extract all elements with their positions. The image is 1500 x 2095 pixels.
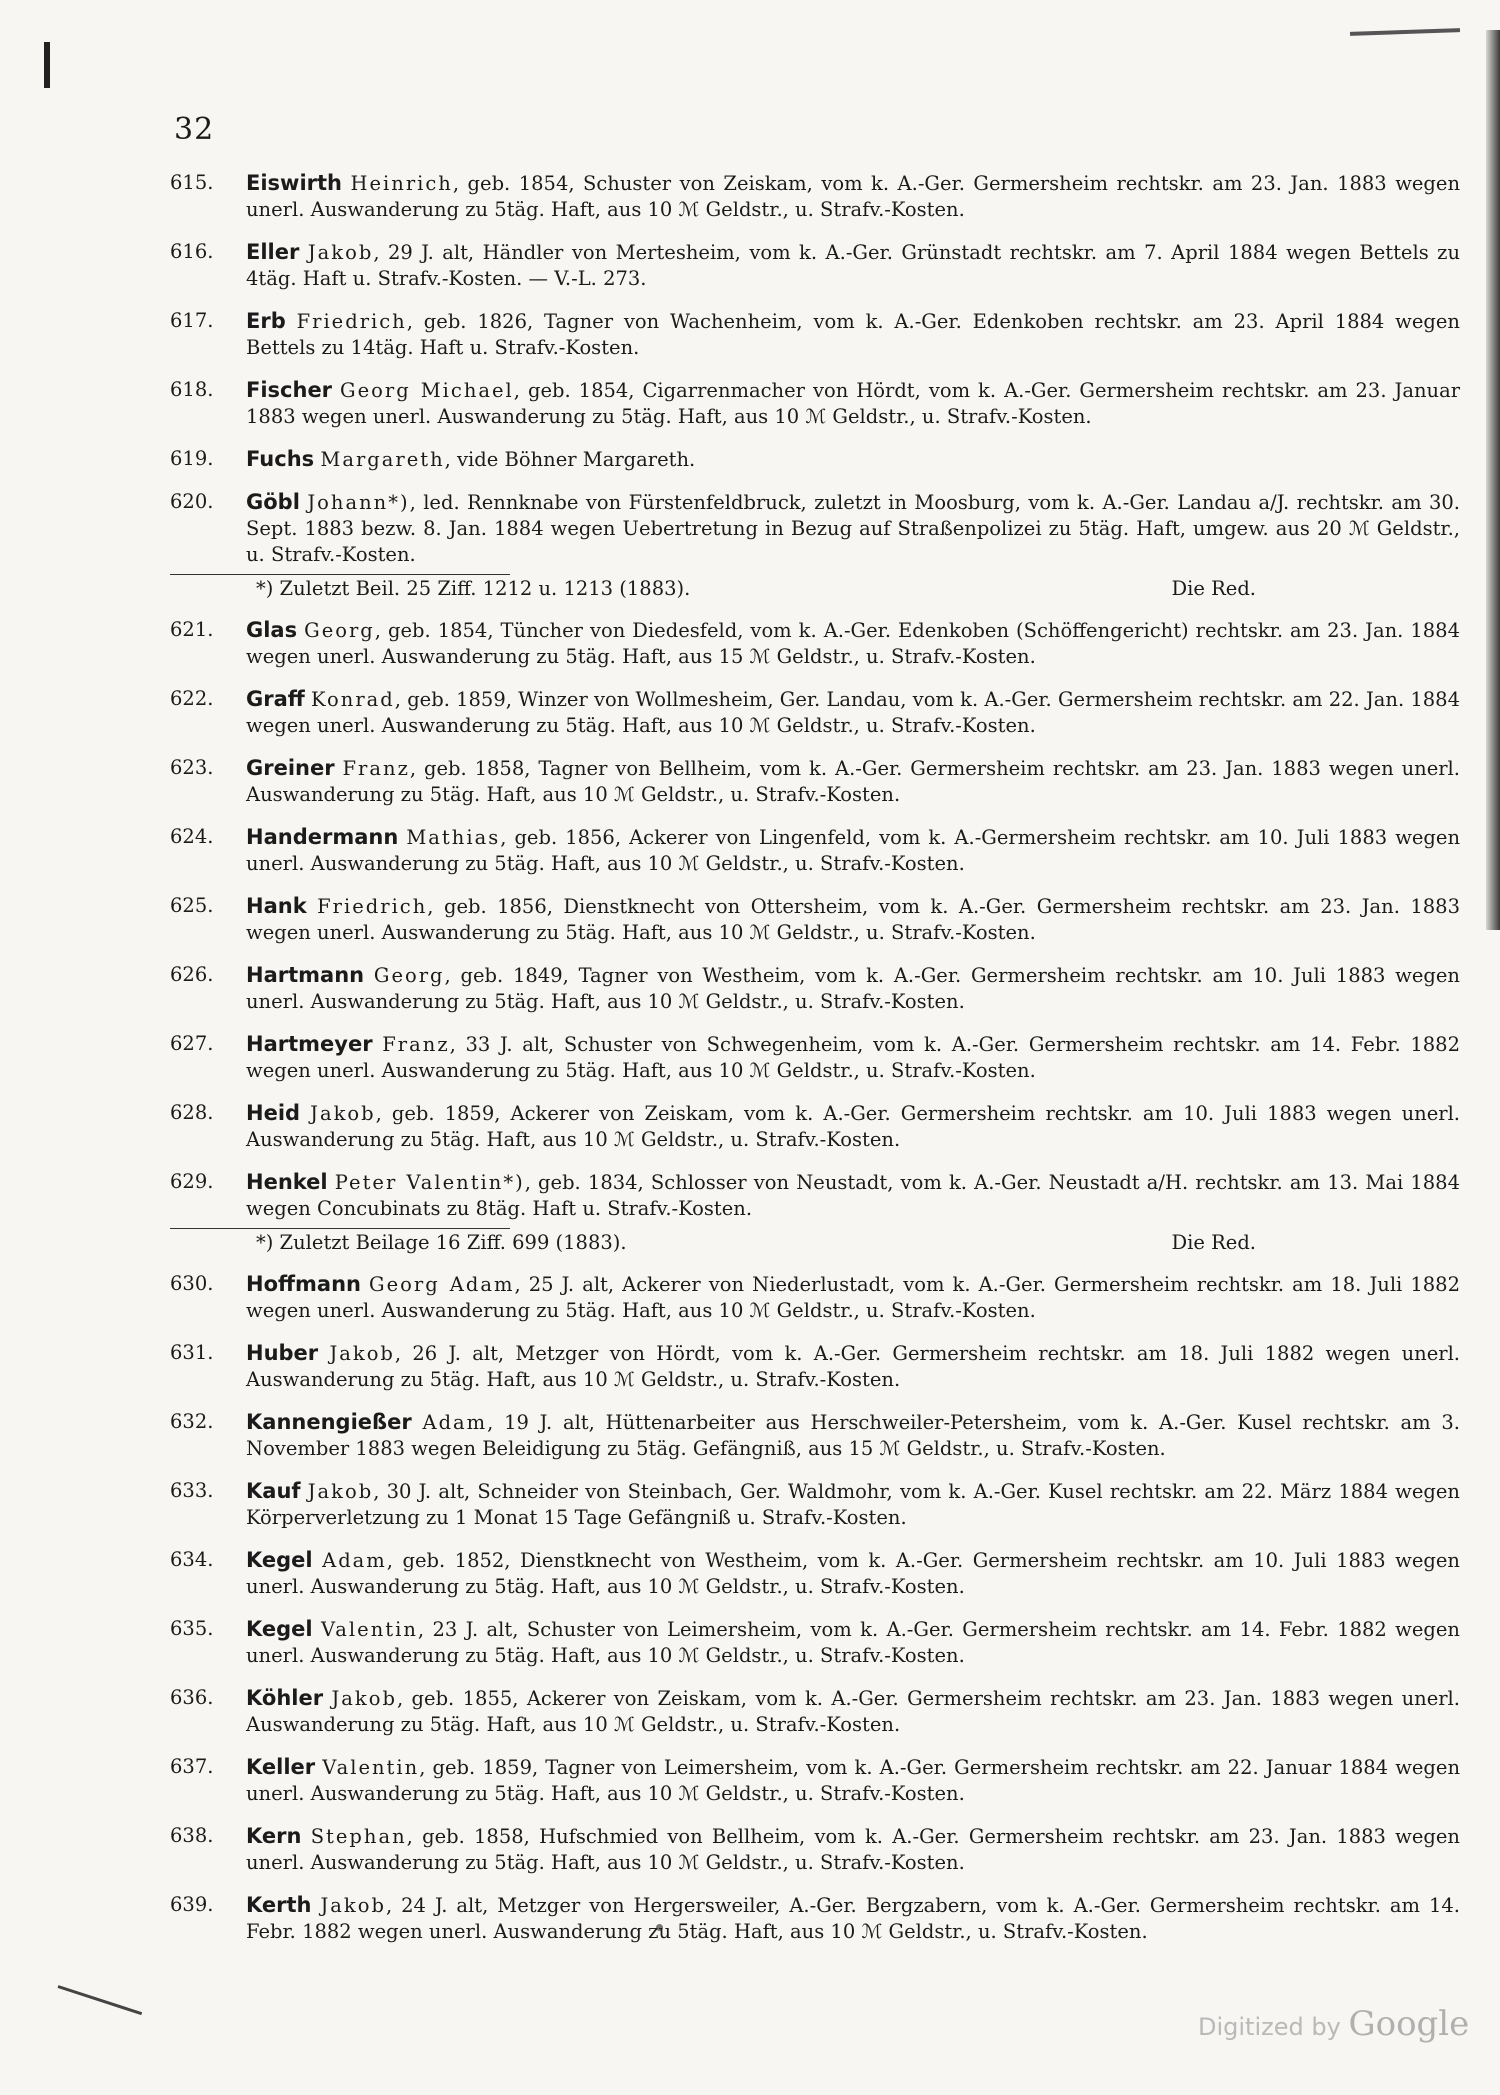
register-entry [170,489,1460,568]
entry-body [246,1478,1460,1531]
entry-body [246,239,1460,292]
footnote-text: *) Zuletzt Beil. 25 Ziff. 1212 u. 1213 (1883). [256,577,691,600]
page-number: 32 [174,112,215,147]
entry-details: , led. Rennknabe von Fürstenfeldbruck, zuletzt in Moosburg, vom k. A.-Ger. Landau a/J. rechtskr. am 30. Sept. 1883 bezw. 8. Jan. 1884 wegen Uebertretung in Bezug auf Straßenpolizei zu 5täg. Haft, umgew. aus 20 ℳ Geldstr., u. Strafv.-Kosten. [246,491,1460,566]
entry-details: , 19 J. alt, Hüttenarbeiter aus Herschweiler-Petersheim, vom k. A.-Ger. Kusel rechtskr. am 3. November 1883 wegen Beleidigung zu 5täg. Gefängniß, aus 15 ℳ Geldstr., u. Strafv.-Kosten. [246,1411,1461,1460]
entry-body [246,893,1460,946]
register-entry [170,308,1460,361]
entry-body [246,962,1460,1015]
entry-body [246,1271,1460,1324]
register-entry [170,824,1460,877]
footnote-signature: Die Red. [1171,1231,1256,1254]
entry-details: , geb. 1855, Ackerer von Zeiskam, vom k. A.-Ger. Germersheim rechtskr. am 23. Jan. 1883 wegen unerl. Auswanderung zu 5täg. Haft, aus 10 ℳ Geldstr., u. Strafv.-Kosten. [246,1687,1460,1736]
entry-number: 633. [170,1479,214,1502]
register-entry [170,1340,1460,1393]
entry-details: , geb. 1859, Ackerer von Zeiskam, vom k. A.-Ger. Germersheim rechtskr. am 10. Juli 1883 wegen unerl. Auswanderung zu 5täg. Haft, aus 10 ℳ Geldstr., u. Strafv.-Kosten. [246,1102,1460,1151]
register-entry [170,1271,1460,1324]
footnote-text: *) Zuletzt Beilage 16 Ziff. 699 (1883). [256,1231,627,1254]
entry-number: 630. [170,1272,214,1295]
footnote [170,574,1460,603]
entry-surname: Kern [246,1824,302,1848]
entry-surname: Kannengießer [246,1410,412,1434]
register-entry [170,893,1460,946]
register-entry [170,1754,1460,1807]
entry-details: , 26 J. alt, Metzger von Hördt, vom k. A.-Ger. Germersheim rechtskr. am 18. Juli 1882 wegen unerl. Auswanderung zu 5täg. Haft, aus 10 ℳ Geldstr., u. Strafv.-Kosten. [246,1342,1460,1391]
entry-surname: Hartmann [246,963,365,987]
entry-body [246,489,1460,568]
entry-body [246,1100,1460,1153]
entry-given-name: Georg [304,619,375,642]
entry-given-name: Heinrich [350,172,453,195]
footnote [170,1228,1460,1257]
scan-mark [1350,28,1460,36]
register-entry [170,1823,1460,1876]
entry-number: 618. [170,378,214,401]
entry-number: 636. [170,1686,214,1709]
entry-surname: Eiswirth [246,171,342,195]
register-entry [170,1547,1460,1600]
entry-surname: Erb [246,309,286,333]
entry-number: 634. [170,1548,214,1571]
entry-body [246,308,1460,361]
register-entry [170,377,1460,430]
entry-surname: Hartmeyer [246,1032,373,1056]
entry-given-name: Valentin [321,1618,418,1641]
register-entry [170,446,1460,473]
entry-surname: Hoffmann [246,1272,361,1296]
entry-body [246,1823,1460,1876]
entry-details: , geb. 1858, Hufschmied von Bellheim, vom k. A.-Ger. Germersheim rechtskr. am 23. Jan. 1883 wegen unerl. Auswanderung zu 5täg. Haft, aus 10 ℳ Geldstr., u. Strafv.-Kosten. [246,1825,1460,1874]
entry-number: 623. [170,756,214,779]
entry-details: , geb. 1859, Tagner von Leimersheim, vom k. A.-Ger. Germersheim rechtskr. am 22. Januar 1884 wegen unerl. Auswanderung zu 5täg. Haft, aus 10 ℳ Geldstr., u. Strafv.-Kosten. [246,1756,1461,1805]
entry-given-name: Georg Michael [340,379,514,402]
entry-details: , 25 J. alt, Ackerer von Niederlustadt, vom k. A.-Ger. Germersheim rechtskr. am 18. Juli 1882 wegen unerl. Auswanderung zu 5täg. Haft, aus 10 ℳ Geldstr., u. Strafv.-Kosten. [246,1273,1460,1322]
entry-number: 625. [170,894,214,917]
entry-number: 635. [170,1617,214,1640]
entry-number: 619. [170,447,214,470]
entry-surname: Huber [246,1341,319,1365]
entry-surname: Heid [246,1101,301,1125]
entry-surname: Fischer [246,378,333,402]
entry-details: , 33 J. alt, Schuster von Schwegenheim, vom k. A.-Ger. Germersheim rechtskr. am 14. Febr. 1882 wegen unerl. Auswanderung zu 5täg. Haft, aus 10 ℳ Geldstr., u. Strafv.-Kosten. [246,1033,1460,1082]
entry-details: , geb. 1852, Dienstknecht von Westheim, vom k. A.-Ger. Germersheim rechtskr. am 10. Juli 1883 wegen unerl. Auswanderung zu 5täg. Haft, aus 10 ℳ Geldstr., u. Strafv.-Kosten. [246,1549,1460,1598]
entry-body [246,686,1460,739]
entry-surname: Köhler [246,1686,324,1710]
entry-surname: Göbl [246,490,300,514]
entry-body [246,1547,1460,1600]
entry-given-name: Adam [322,1549,387,1572]
entry-given-name: Johann*) [307,491,410,514]
entry-body [246,170,1460,223]
entry-surname: Henkel [246,1170,328,1194]
register-entry [170,1685,1460,1738]
entry-given-name: Friedrich [317,895,428,918]
register-entry [170,1409,1460,1462]
register-entry [170,239,1460,292]
entry-number: 616. [170,240,214,263]
entry-number: 629. [170,1170,214,1193]
entry-number: 637. [170,1755,214,1778]
entry-surname: Handermann [246,825,399,849]
entry-given-name: Peter Valentin*) [334,1171,525,1194]
entry-given-name: Konrad [311,688,395,711]
entry-given-name: Franz [342,757,410,780]
entry-given-name: Jakob [329,1342,395,1365]
entry-details: , vide Böhner Margareth. [444,448,696,471]
entry-surname: Kerth [246,1893,312,1917]
entry-list [170,170,1460,1961]
entry-given-name: Mathias [406,826,501,849]
entry-body [246,377,1460,430]
digitization-watermark [1198,2004,1469,2044]
entry-details: , geb. 1854, Tüncher von Diedesfeld, vom k. A.-Ger. Edenkoben (Schöffengericht) rechtskr. am 23. Jan. 1884 wegen unerl. Auswanderung zu 5täg. Haft, aus 15 ℳ Geldstr., u. Strafv.-Kosten. [246,619,1460,668]
register-entry [170,962,1460,1015]
entry-details: , geb. 1858, Tagner von Bellheim, vom k. A.-Ger. Germersheim rechtskr. am 23. Jan. 1883 wegen unerl. Auswanderung zu 5täg. Haft, aus 10 ℳ Geldstr., u. Strafv.-Kosten. [246,757,1460,806]
entry-number: 615. [170,171,214,194]
entry-body [246,446,1460,473]
entry-given-name: Adam [422,1411,488,1434]
register-entry [170,617,1460,670]
entry-given-name: Franz [382,1033,450,1056]
entry-body [246,1031,1460,1084]
entry-surname: Kauf [246,1479,301,1503]
scan-mark [44,42,50,88]
entry-body [246,1169,1460,1222]
register-entry [170,1100,1460,1153]
entry-body [246,1892,1460,1945]
register-entry [170,1169,1460,1222]
entry-number: 622. [170,687,214,710]
entry-surname: Graff [246,687,305,711]
footnote-line [256,575,1256,603]
entry-number: 624. [170,825,214,848]
entry-body [246,1409,1460,1462]
entry-number: 627. [170,1032,214,1055]
entry-number: 626. [170,963,214,986]
entry-number: 631. [170,1341,214,1364]
entry-surname: Kegel [246,1548,313,1572]
entry-given-name: Georg Adam [369,1273,515,1296]
entry-number: 632. [170,1410,214,1433]
entry-given-name: Margareth [320,448,445,471]
entry-number: 628. [170,1101,214,1124]
register-entry [170,170,1460,223]
entry-details: , geb. 1849, Tagner von Westheim, vom k. A.-Ger. Germersheim rechtskr. am 10. Juli 1883 wegen unerl. Auswanderung zu 5täg. Haft, aus 10 ℳ Geldstr., u. Strafv.-Kosten. [246,964,1460,1013]
entry-details: , geb. 1859, Winzer von Wollmesheim, Ger. Landau, vom k. A.-Ger. Germersheim rechtskr. am 22. Jan. 1884 wegen unerl. Auswanderung zu 5täg. Haft, aus 10 ℳ Geldstr., u. Strafv.-Kosten. [246,688,1460,737]
entry-body [246,1340,1460,1393]
register-entry [170,1478,1460,1531]
entry-given-name: Stephan [310,1825,407,1848]
entry-body [246,617,1460,670]
register-entry [170,1892,1460,1945]
entry-surname: Fuchs [246,447,315,471]
footnote-line [256,1229,1256,1257]
entry-details: , 29 J. alt, Händler von Mertesheim, vom k. A.-Ger. Grünstadt rechtskr. am 7. April 1884 wegen Bettels zu 4täg. Haft u. Strafv.-Kosten. — V.-L. 273. [246,241,1461,290]
register-entry [170,1616,1460,1669]
entry-details: , geb. 1826, Tagner von Wachenheim, vom k. A.-Ger. Edenkoben rechtskr. am 23. April 1884 wegen Bettels zu 14täg. Haft u. Strafv.-Kosten. [246,310,1460,359]
entry-surname: Kegel [246,1617,313,1641]
entry-details: , 23 J. alt, Schuster von Leimersheim, vom k. A.-Ger. Germersheim rechtskr. am 14. Febr. 1882 wegen unerl. Auswanderung zu 5täg. Haft, aus 10 ℳ Geldstr., u. Strafv.-Kosten. [246,1618,1460,1667]
entry-number: 617. [170,309,214,332]
entry-details: , geb. 1856, Dienstknecht von Ottersheim, vom k. A.-Ger. Germersheim rechtskr. am 23. Jan. 1883 wegen unerl. Auswanderung zu 5täg. Haft, aus 10 ℳ Geldstr., u. Strafv.-Kosten. [246,895,1460,944]
entry-details: , geb. 1854, Cigarrenmacher von Hördt, vom k. A.-Ger. Germersheim rechtskr. am 23. Januar 1883 wegen unerl. Auswanderung zu 5täg. Haft, aus 10 ℳ Geldstr., u. Strafv.-Kosten. [246,379,1461,428]
entry-given-name: Jakob [320,1894,386,1917]
entry-number: 621. [170,618,214,641]
entry-surname: Eller [246,240,300,264]
entry-number: 620. [170,490,214,513]
entry-body [246,824,1460,877]
footnote-signature: Die Red. [1171,577,1256,600]
entry-details: , geb. 1834, Schlosser von Neustadt, vom k. A.-Ger. Neustadt a/H. rechtskr. am 13. Mai 1884 wegen Concubinats zu 8täg. Haft u. Strafv.-Kosten. [246,1171,1460,1220]
entry-given-name: Valentin [322,1756,420,1779]
entry-details: , 24 J. alt, Metzger von Hergersweiler, A.-Ger. Bergzabern, vom k. A.-Ger. Germersheim rechtskr. am 14. Febr. 1882 wegen unerl. Auswanderung zu 5täg. Haft, aus 10 ℳ Geldstr., u. Strafv.-Kosten. [246,1894,1460,1943]
entry-given-name: Georg [373,964,445,987]
register-entry [170,1031,1460,1084]
register-entry [170,686,1460,739]
watermark-prefix: Digitized by [1198,2013,1341,2041]
entry-surname: Greiner [246,756,335,780]
entry-details: , geb. 1854, Schuster von Zeiskam, vom k. A.-Ger. Germersheim rechtskr. am 23. Jan. 1883 wegen unerl. Auswanderung zu 5täg. Haft, aus 10 ℳ Geldstr., u. Strafv.-Kosten. [246,172,1461,221]
watermark-brand: Google [1348,2004,1470,2044]
entry-body [246,1616,1460,1669]
entry-surname: Hank [246,894,307,918]
scan-edge-shadow [1486,30,1500,930]
entry-surname: Keller [246,1755,316,1779]
entry-body [246,1754,1460,1807]
entry-given-name: Jakob [310,1102,376,1125]
entry-given-name: Jakob [331,1687,397,1710]
entry-body [246,755,1460,808]
entry-given-name: Friedrich [296,310,407,333]
entry-body [246,1685,1460,1738]
entry-details: , geb. 1856, Ackerer von Lingenfeld, vom k. A.-Germersheim rechtskr. am 10. Juli 1883 wegen unerl. Auswanderung zu 5täg. Haft, aus 10 ℳ Geldstr., u. Strafv.-Kosten. [246,826,1461,875]
entry-number: 639. [170,1893,214,1916]
entry-given-name: Jakob [307,241,374,264]
entry-given-name: Jakob [307,1480,374,1503]
entry-surname: Glas [246,618,298,642]
entry-number: 638. [170,1824,214,1847]
register-entry [170,755,1460,808]
scan-stroke [58,1985,143,2015]
entry-details: , 30 J. alt, Schneider von Steinbach, Ger. Waldmohr, vom k. A.-Ger. Kusel rechtskr. am 22. März 1884 wegen Körperverletzung zu 1 Monat 15 Tage Gefängniß u. Strafv.-Kosten. [246,1480,1460,1529]
